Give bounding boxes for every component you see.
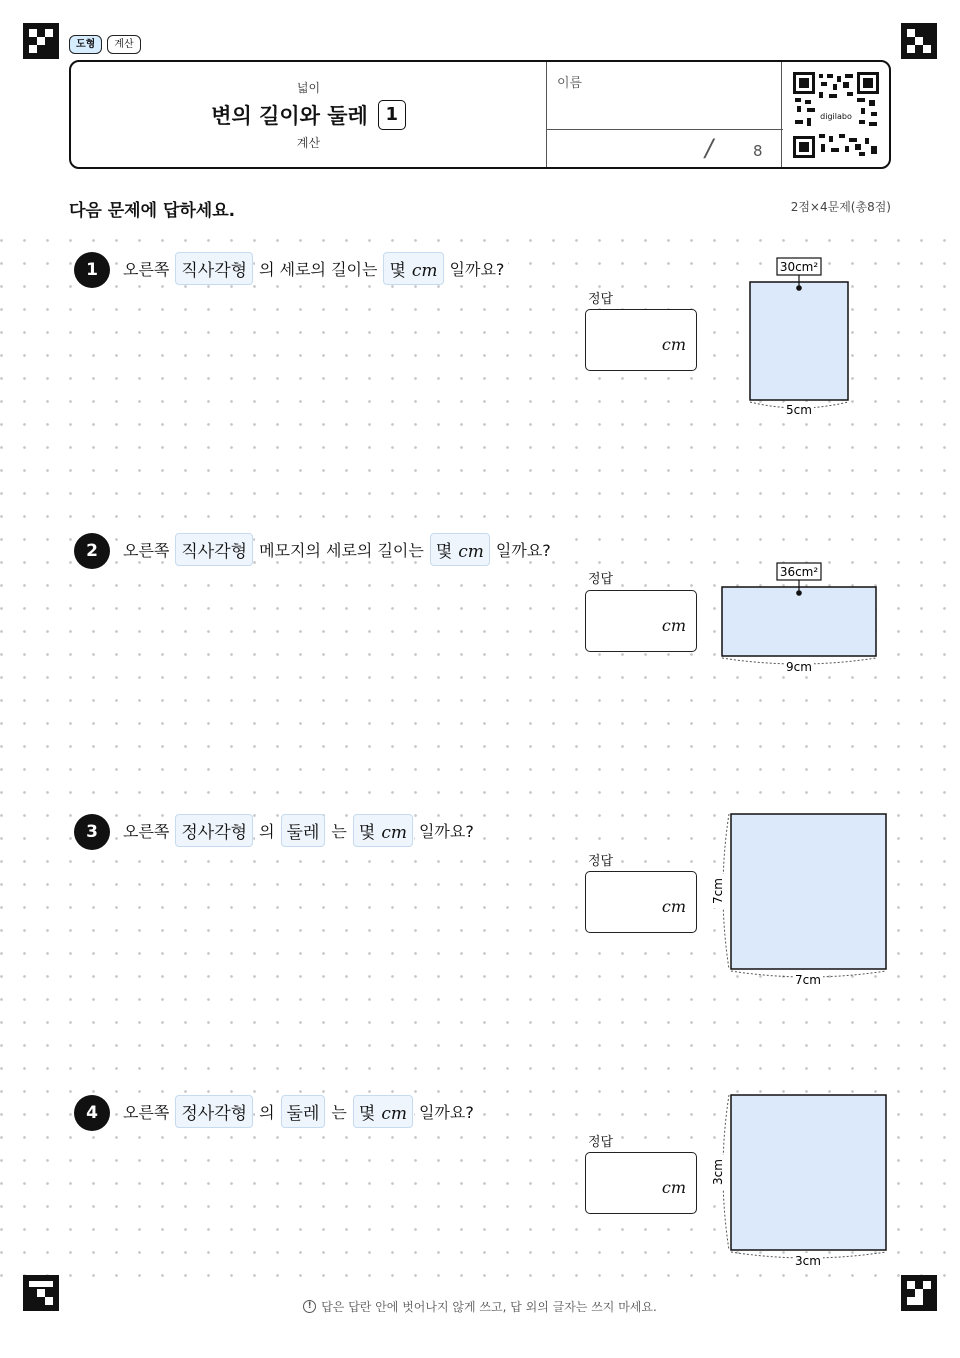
instruction-text: 다음 문제에 답하세요.	[69, 201, 236, 221]
header-title-area	[71, 62, 546, 167]
name-label: 이름	[557, 76, 583, 91]
exclamation-circle-icon: !	[303, 1300, 316, 1313]
category-chips	[69, 35, 141, 54]
bottom-length-label-1: 5cm	[786, 403, 812, 417]
question-text-4: 오른쪽 정사각형 의 둘레 는 몇 cm 일까요?	[119, 1095, 478, 1128]
square-figure-3	[708, 808, 892, 992]
points-info: 2점×4문제(총8점)	[790, 200, 891, 214]
score-total: 8	[753, 142, 763, 160]
qr-code-icon	[793, 72, 879, 158]
footer-text: 답은 답란 안에 벗어나지 않게 쓰고, 답 외의 글자는 쓰지 마세요.	[321, 1300, 657, 1314]
question-text-1: 오른쪽 직사각형 의 세로의 길이는 몇 cm 일까요?	[119, 252, 508, 285]
qr-caption: digilabo	[820, 112, 852, 121]
question-text-2: 오른쪽 직사각형 메모지의 세로의 길이는 몇 cm 일까요?	[119, 533, 555, 566]
corner-marker-top-right	[901, 23, 937, 59]
name-score-area	[546, 62, 782, 167]
answer-box-1[interactable]	[585, 309, 697, 371]
question-number-3: 3	[74, 814, 110, 850]
bottom-length-label-2: 9cm	[786, 660, 812, 674]
rectangle-figure-1	[740, 252, 860, 424]
area-label-1: 30cm²	[779, 260, 819, 274]
answer-label-3: 정답	[586, 850, 615, 869]
answer-label-1: 정답	[586, 288, 615, 307]
worksheet-number-badge: 1	[378, 100, 406, 130]
bottom-length-label-4: 3cm	[795, 1254, 821, 1268]
square-shape-4	[731, 1095, 886, 1250]
rectangle-shape-2	[722, 587, 876, 656]
answer-label-4: 정답	[586, 1131, 615, 1150]
area-label-2: 36cm²	[779, 565, 819, 579]
chip-calculation: 계산	[107, 35, 140, 54]
answer-unit-2: cm	[661, 616, 686, 635]
left-length-label-3: 7cm	[711, 878, 725, 904]
score-slash: /	[705, 134, 714, 162]
square-figure-4	[708, 1089, 892, 1273]
answer-unit-1: cm	[661, 335, 686, 354]
question-number-2: 2	[74, 533, 110, 569]
footer-notice	[0, 1298, 960, 1315]
chip-shape: 도형	[69, 35, 102, 54]
square-shape-3	[731, 814, 886, 969]
question-number-1: 1	[74, 252, 110, 288]
rectangle-figure-2	[712, 557, 888, 679]
header-category: 계산	[296, 135, 321, 150]
corner-marker-top-left	[23, 23, 59, 59]
left-length-label-4: 3cm	[711, 1159, 725, 1185]
question-number-4: 4	[74, 1095, 110, 1131]
question-text-3: 오른쪽 정사각형 의 둘레 는 몇 cm 일까요?	[119, 814, 478, 847]
answer-box-4[interactable]	[585, 1152, 697, 1214]
answer-box-2[interactable]	[585, 590, 697, 652]
header-subtitle: 넓이	[296, 80, 321, 95]
answer-unit-3: cm	[661, 897, 686, 916]
page-title: 변의 길이와 둘레	[211, 103, 368, 128]
answer-box-3[interactable]	[585, 871, 697, 933]
bottom-length-label-3: 7cm	[795, 973, 821, 987]
worksheet-header	[69, 60, 891, 169]
rectangle-shape-1	[750, 282, 848, 400]
answer-label-2: 정답	[586, 568, 615, 587]
answer-unit-4: cm	[661, 1178, 686, 1197]
